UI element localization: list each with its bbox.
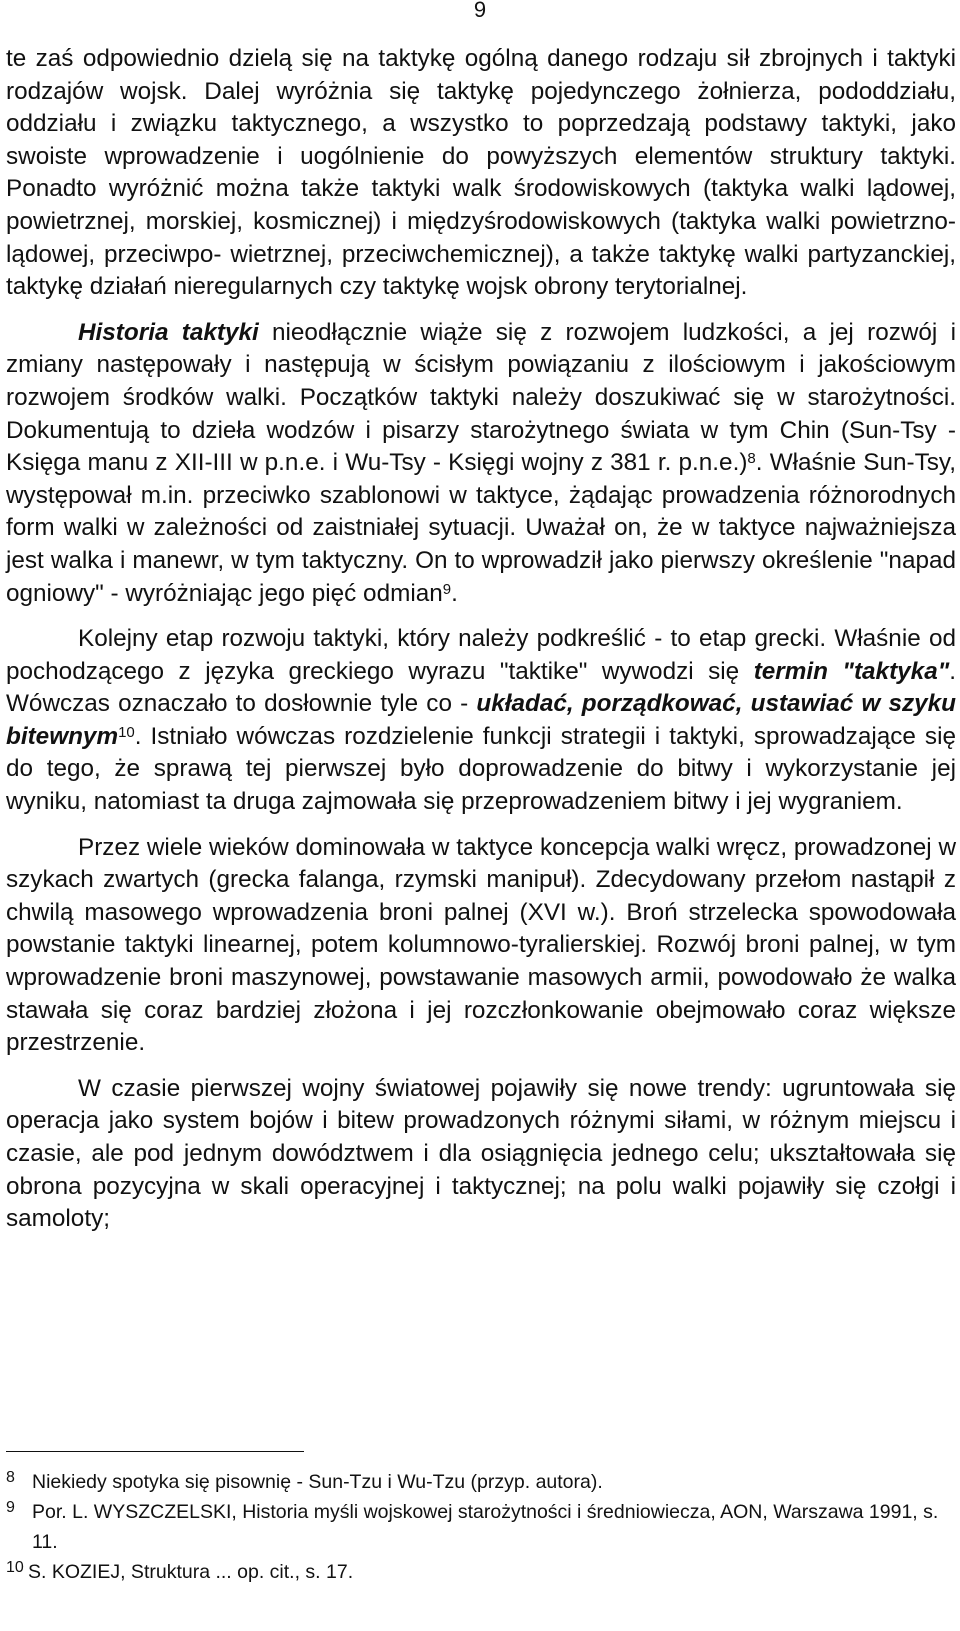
body-text [6, 43, 956, 1236]
footnote-number: 8 [6, 1469, 15, 1486]
paragraph-greek-text: Kolejny etap rozwoju taktyki, który należy podkreślić - to etap grecki. Właśnie od pochodzącego z języka greckiego wyrazu "taktike" wywodzi się [6, 625, 956, 685]
paragraph-greek-text-cont: . Wówczas oznaczało to dosłownie tyle co - [6, 657, 956, 718]
paragraph-world-war-one: W czasie pierwszej wojny światowej pojawiły się nowe trendy: ugruntowała się operacja jako system bojów i bitew prowadzonych różnymi siłami, w różnym miejscu i czasie, ale pod jednym dowództwem i dla osiągnięcia jednego celu; ukształtowała się obrona pozycyjna w skali operacyjnej i taktycznej; na polu walki pojawiły się czołgi i samoloty; [6, 1074, 956, 1233]
paragraph-history-end: . [451, 579, 458, 607]
paragraph-history-text-cont: . Właśnie Sun-Tsy, występował m.in. przeciwko szablonowi w taktyce, żądając prowadzenia różnorodnych form walki w zależności od zaistniałej sytuacji. Uważał on, że w taktyce najważniejsza jest walka i manewr, w tym taktyczny. On to wprowadził jako pierwszy określenie "napad ogniowy" - wyróżniając jego pięć odmian [6, 449, 956, 607]
footnote-10 [6, 1557, 951, 1587]
paragraph-firearms: Przez wiele wieków dominowała w taktyce koncepcja walki wręcz, prowadzonej w szykach zwartych (grecka falanga, rzymski manipuł). Zdecydowany przełom nastąpił z chwilą masowego wprowadzenia broni palnej (XVI w.). Broń strzelecka spowodowała powstanie taktyki linearnej, potem kolumnowo-tyralierskiej. Rozwój broni palnej, w tym wprowadzenie broni maszynowej, powstawanie masowych armii, powodowało że walka stawała się coraz bardziej złożona i jej rozczłonkowanie obejmowało coraz większe przestrzenie. [6, 833, 956, 1057]
footnote-text: S. KOZIEJ, Struktura ... op. cit., s. 17. [28, 1561, 354, 1583]
page-number: 9 [473, 0, 487, 22]
footnote-text: Por. L. WYSZCZELSKI, Historia myśli wojskowej starożytności i średniowiecza, AON, Warszawa 1991, s. 11. [32, 1501, 939, 1553]
paragraph-history-text: nieodłącznie wiąże się z rozwojem ludzkości, a jej rozwój i zmiany następowały i następują w ścisłym powiązaniu z ilościowym i jakościowym rozwojem środków walki. Początków taktyki należy doszukiwać się w starożytności. Dokumentują to dzieła wodzów i pisarzy starożytnego świata w tym Chin (Sun-Tsy - Księga manu z XII-III w p.n.e. i Wu-Tsy - Księgi wojny z 381 r. p.n.e.) [6, 318, 956, 477]
footnote-separator [6, 1451, 304, 1452]
paragraph-greek-text-end: . Istniało wówczas rozdzielenie funkcji strategii i taktyki, sprowadzające się do tego, że sprawą tej pierwszej było doprowadzenie do bitwy i wykorzystanie jej wyniku, natomiast ta druga zajmowała się przeprowadzeniem bitwy i jej wygraniem. [6, 722, 956, 816]
footnote-text: Niekiedy spotyka się pisownię - Sun-Tzu i Wu-Tzu (przyp. autora). [32, 1471, 603, 1493]
footnote-9 [6, 1497, 951, 1557]
footnotes [6, 1467, 951, 1587]
footnote-ref-8[interactable]: 8 [747, 450, 756, 468]
footnote-number: 9 [6, 1499, 15, 1516]
term-taktyka: termin "taktyka" [753, 657, 950, 685]
footnote-number: 10 [6, 1559, 24, 1576]
footnote-ref-10[interactable]: 10 [118, 723, 135, 741]
term-history-of-tactics: Historia taktyki [78, 318, 259, 346]
paragraph-tactics-types: te zaś odpowiednio dzielą się na taktykę ogólną danego rodzaju sił zbrojnych i taktyki rodzajów wojsk. Dalej wyróżnia się taktykę pojedynczego żołnierza, pododdziału, oddziału i związku taktycznego, a wszystko to poprzedzają podstawy taktyki, jako swoiste wprowadzenie i uogólnienie do powyższych elementów struktury taktyki. Ponadto wyróżnić można także taktyki walk środowiskowych (taktyka walki lądowej, powietrznej, morskiej, kosmicznej) i międzyśrodowiskowych (taktyka walki powietrzno-lądowej, przeciwpo- wietrznej, przeciwchemicznej), a także taktykę walki partyzanckiej, taktykę działań nieregularnych czy taktykę wojsk obrony terytorialnej. [6, 45, 956, 301]
footnote-ref-9[interactable]: 9 [442, 580, 452, 598]
paragraph-greek-stage [6, 623, 956, 819]
footnote-8 [6, 1467, 951, 1497]
paragraph-history [6, 317, 956, 610]
term-meaning: układać, porządkować, ustawiać w szyku bitewnym [6, 690, 956, 750]
